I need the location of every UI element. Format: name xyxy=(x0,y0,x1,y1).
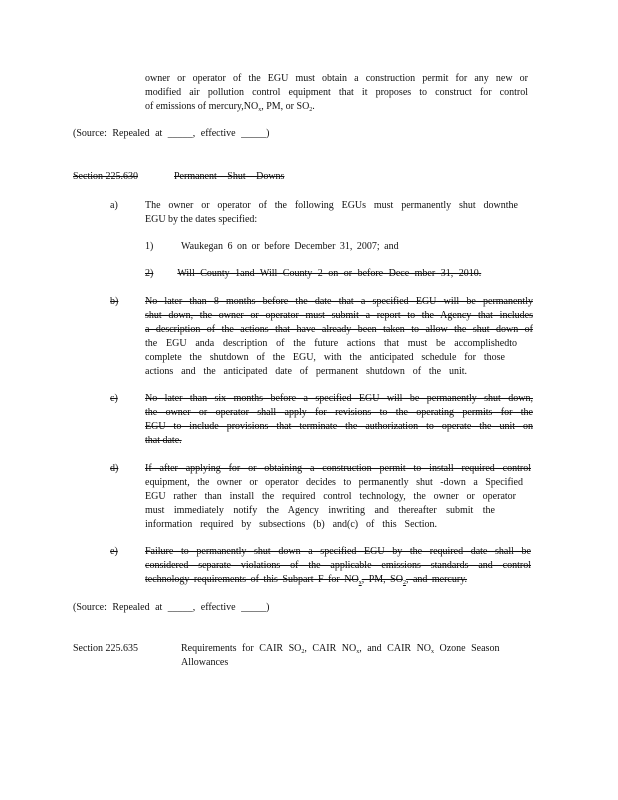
item-2-label: 2) xyxy=(145,268,154,279)
item-2-text: Will County 1and Will County 2 on or before Dece mber 31, 2010. xyxy=(177,268,482,279)
title-text: Ozone Season xyxy=(434,643,500,654)
section-635-title-line-2: Allowances xyxy=(181,657,229,668)
source-note-2: (Source: Repealed at _____, effective _____) xyxy=(73,602,270,613)
subscript: x xyxy=(431,649,435,655)
subsection-d-line-4: must immediately notify the Agency inwriting and thereafter submit the xyxy=(145,505,495,516)
section-number: Section 225.630 xyxy=(73,171,138,182)
subsection-b-line-4: the EGU anda description of the future actions that must be accomplishedto xyxy=(145,338,517,349)
section-635-title-line-1 xyxy=(181,643,499,658)
section-630-heading xyxy=(73,171,296,183)
subsection-d-line-1: If after applying for or obtaining a construction permit to install required control xyxy=(145,463,531,474)
subscript: 2 xyxy=(309,107,313,113)
item-1-label: 1) xyxy=(145,241,154,252)
subscript: x xyxy=(356,649,360,655)
subsection-e-line-1: Failure to permanently shut down a specified EGU by the required date shall be xyxy=(145,546,531,557)
continuation-line-2: modified air pollution control equipment that it proposes to construct for control xyxy=(145,87,528,98)
subsection-b-line-2: shut down, the owner or operator must submit a report to the Agency that includes xyxy=(145,310,533,321)
subsection-c-line-2: the owner or operator shall apply for revisions to the operating permits for the xyxy=(145,407,533,418)
subsection-e-label: e) xyxy=(110,546,118,557)
title-text: Requirements for CAIR SO xyxy=(181,643,302,654)
title-text: , and CAIR NO xyxy=(359,643,432,654)
subsection-c-label: c) xyxy=(110,393,118,404)
subsection-b-line-3: a description of the actions that have already been taken to allow the shut down of xyxy=(145,324,533,335)
line-text: , PM, SO xyxy=(361,574,403,585)
subscript: 2 xyxy=(301,649,305,655)
subsection-c-line-3: EGU to include provisions that terminate the authorization to operate the unit on xyxy=(145,421,533,432)
subsection-d-label: d) xyxy=(110,463,119,474)
line-text: technology requirements of this Subpart F for NO xyxy=(145,574,359,585)
line-text: , and mercury. xyxy=(405,574,468,585)
title-text: , CAIR NO xyxy=(304,643,357,654)
subsection-d-line-3: EGU rather than install the required control technology, the owner or operator xyxy=(145,491,516,502)
line-text: , PM, or SO xyxy=(261,101,310,112)
subsection-d-line-2: equipment, the owner or operator decides to permanently shut -down a Specified xyxy=(145,477,523,488)
section-title: Permanent Shut Downs xyxy=(174,171,285,182)
subsection-e-line-2: considered separate violations of the applicable emissions standards and control xyxy=(145,560,531,571)
subsection-b-label: b) xyxy=(110,296,119,307)
item-2-struck xyxy=(145,268,505,280)
subsection-b-line-6: actions and the anticipated date of permanent shutdown of the unit. xyxy=(145,366,467,377)
line-text: . xyxy=(312,101,315,112)
subsection-a-line-2: EGU by the dates specified: xyxy=(145,214,258,225)
subscript: x xyxy=(258,107,262,113)
continuation-line-3 xyxy=(145,101,315,116)
item-1-text: Waukegan 6 on or before December 31, 2007; and xyxy=(181,241,399,252)
continuation-line-1: owner or operator of the EGU must obtain a construction permit for any new or xyxy=(145,73,528,84)
subscript: 2 xyxy=(402,580,406,586)
subsection-b-line-1: No later than 8 months before the date that a specified EGU will be permanently xyxy=(145,296,533,307)
line-text: of emissions of mercury,NO xyxy=(145,101,259,112)
section-635-number: Section 225.635 xyxy=(73,643,138,654)
subsection-a-label: a) xyxy=(110,200,118,211)
subsection-d-line-5: information required by subsections (b) and(c) of this Section. xyxy=(145,519,437,530)
subsection-c-line-1: No later than six months before a specified EGU will be permanently shut down, xyxy=(145,393,533,404)
subsection-c-line-4: that date. xyxy=(145,435,182,446)
subsection-e-line-3 xyxy=(145,574,467,589)
subsection-a-line-1: The owner or operator of the following EGUs must permanently shut downthe xyxy=(145,200,518,211)
subsection-b-line-5: complete the shutdown of the EGU, with the anticipated schedule for those xyxy=(145,352,505,363)
source-note-1: (Source: Repealed at _____, effective _____) xyxy=(73,128,270,139)
subscript: x xyxy=(358,580,362,586)
